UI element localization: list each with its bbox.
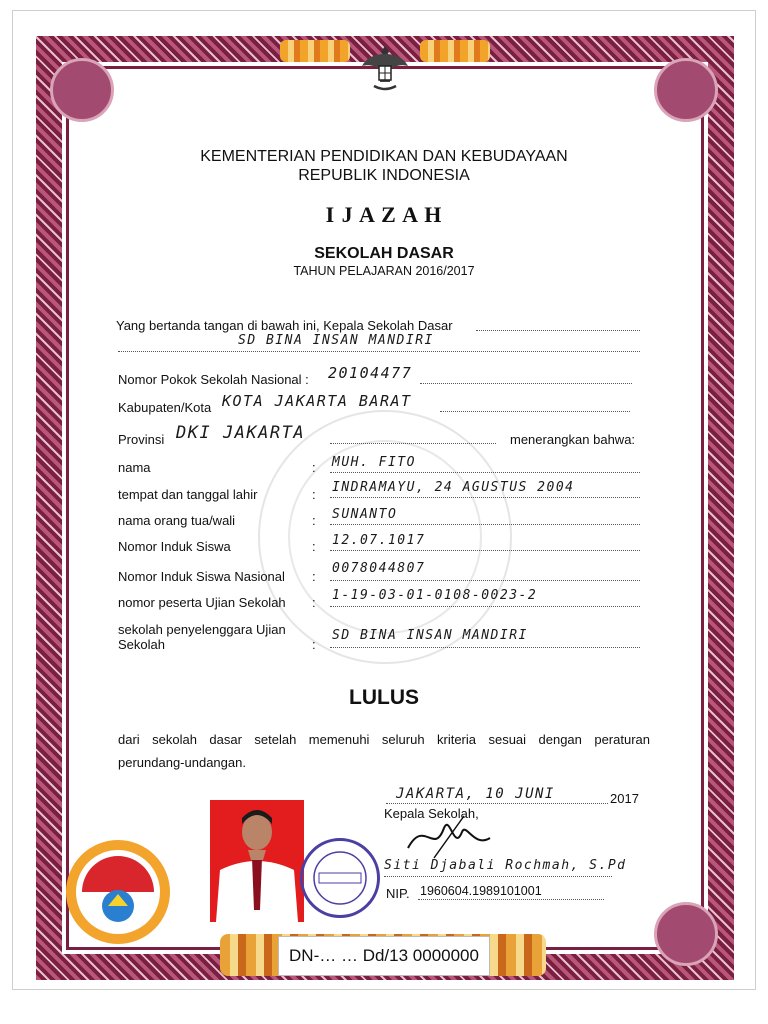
school-level: SEKOLAH DASAR: [314, 245, 454, 262]
province-label: Provinsi: [118, 432, 165, 447]
document-title: I J A Z A H: [325, 202, 443, 227]
nisn-value: 0078044807: [332, 561, 426, 576]
dotted-line: [330, 647, 640, 648]
npsn-label: Nomor Pokok Sekolah Nasional :: [118, 372, 309, 387]
nip-value: 1960604.1989101001: [420, 884, 542, 898]
dotted-line: [420, 383, 632, 384]
dotted-line: [476, 330, 640, 331]
city-value: KOTA JAKARTA BARAT: [222, 392, 412, 410]
place-date-value: JAKARTA, 10 JUNI: [396, 786, 555, 802]
signature-mark: [404, 808, 494, 864]
colon: :: [312, 569, 316, 584]
garuda-emblem-icon: [355, 40, 415, 96]
result-status: LULUS: [349, 686, 419, 709]
ministry-logo-icon: [52, 836, 184, 948]
exam-number-label: nomor peserta Ujian Sekolah: [118, 595, 286, 610]
principal-role: Kepala Sekolah,: [384, 806, 479, 821]
colon: :: [312, 595, 316, 610]
nip-label: NIP.: [386, 886, 410, 901]
student-name-value: MUH. FITO: [332, 455, 416, 470]
colon: :: [312, 539, 316, 554]
principal-name: Siti Djabali Rochmah, S.Pd: [384, 858, 627, 873]
corner-medallion-icon: [50, 58, 114, 122]
corner-medallion-icon: [654, 58, 718, 122]
city-label: Kabupaten/Kota: [118, 400, 212, 415]
corner-medallion-icon: [654, 902, 718, 966]
school-stamp-icon: [300, 838, 380, 918]
ministry-title: KEMENTERIAN PENDIDIKAN DAN KEBUDAYAAN: [200, 148, 568, 165]
school-year: TAHUN PELAJARAN 2016/2017: [293, 264, 475, 278]
dotted-line: [118, 351, 640, 352]
dotted-line: [330, 580, 640, 581]
school-name-value: SD BINA INSAN MANDIRI: [238, 333, 434, 348]
exam-school-value: SD BINA INSAN MANDIRI: [332, 628, 528, 643]
dotted-line: [440, 411, 630, 412]
nisn-label: Nomor Induk Siswa Nasional: [118, 569, 285, 584]
birth-label: tempat dan tanggal lahir: [118, 487, 258, 502]
dotted-line: [330, 606, 640, 607]
dotted-line: [384, 876, 612, 877]
colon: :: [312, 460, 316, 475]
serial-number: DN-… … Dd/13 0000000: [278, 936, 490, 976]
dotted-line: [330, 443, 496, 444]
colon: :: [312, 513, 316, 528]
dotted-line: [330, 472, 640, 473]
signature-year: 2017: [610, 791, 639, 806]
country-title: REPUBLIK INDONESIA: [298, 167, 470, 184]
intro-text: Yang bertanda tangan di bawah ini, Kepala Sekolah Dasar: [116, 318, 453, 333]
parent-label: nama orang tua/wali: [118, 513, 236, 528]
student-name-label: nama: [118, 460, 151, 475]
colon: :: [312, 637, 316, 652]
dotted-line: [330, 524, 640, 525]
dotted-line: [418, 899, 604, 900]
dotted-line: [386, 803, 608, 804]
certifies-text: menerangkan bahwa:: [510, 432, 636, 447]
closing-line-2: perundang-undangan.: [118, 755, 246, 770]
exam-school-label: sekolah penyelenggara Ujian Sekolah: [118, 622, 286, 652]
nis-label: Nomor Induk Siswa: [118, 539, 231, 554]
dotted-line: [330, 497, 640, 498]
colon: :: [312, 487, 316, 502]
closing-line-1: dari sekolah dasar setelah memenuhi seluruh kriteria sesuai dengan peraturan: [118, 732, 650, 747]
gold-ornament: [280, 40, 350, 62]
dotted-line: [330, 550, 640, 551]
gold-ornament: [420, 40, 490, 62]
exam-number-value: 1-19-03-01-0108-0023-2: [332, 588, 538, 603]
province-value: DKI JAKARTA: [176, 423, 306, 443]
student-photo: [210, 800, 304, 922]
parent-value: SUNANTO: [332, 507, 398, 522]
birth-value: INDRAMAYU, 24 AGUSTUS 2004: [332, 480, 575, 495]
nis-value: 12.07.1017: [332, 533, 426, 548]
npsn-value: 20104477: [328, 364, 413, 382]
